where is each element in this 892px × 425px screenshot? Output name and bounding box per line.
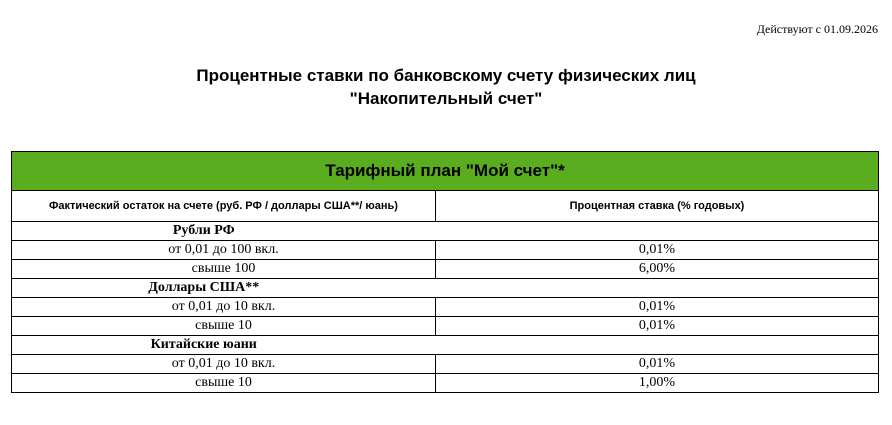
currency-row-cny bbox=[12, 336, 879, 355]
interest-rate: 0,01% bbox=[436, 355, 879, 374]
balance-range: от 0,01 до 100 вкл. bbox=[12, 241, 436, 260]
table-row bbox=[12, 317, 879, 336]
balance-range: свыше 100 bbox=[12, 260, 436, 279]
balance-range: свыше 10 bbox=[12, 317, 436, 336]
interest-rate: 0,01% bbox=[436, 317, 879, 336]
interest-rate: 0,01% bbox=[436, 298, 879, 317]
table-row bbox=[12, 260, 879, 279]
effective-date: Действуют с 01.09.2026 bbox=[756, 22, 878, 36]
page-title bbox=[0, 64, 892, 110]
column-header-row bbox=[12, 191, 879, 222]
currency-row-usd bbox=[12, 279, 879, 298]
table-row bbox=[12, 241, 879, 260]
currency-row-rub bbox=[12, 222, 879, 241]
balance-column-header: Фактический остаток на счете (руб. РФ / доллары США**/ юань) bbox=[12, 191, 436, 222]
rates-table bbox=[11, 151, 879, 393]
table-row bbox=[12, 355, 879, 374]
title-line-2: "Накопительный счет" bbox=[349, 89, 543, 108]
table-row bbox=[12, 374, 879, 393]
balance-range: от 0,01 до 10 вкл. bbox=[12, 355, 436, 374]
currency-name: Доллары США** bbox=[12, 279, 436, 298]
rate-column-header: Процентная ставка (% годовых) bbox=[436, 191, 879, 222]
interest-rate: 1,00% bbox=[436, 374, 879, 393]
interest-rate: 6,00% bbox=[436, 260, 879, 279]
balance-range: свыше 10 bbox=[12, 374, 436, 393]
title-line-1: Процентные ставки по банковскому счету физических лиц bbox=[196, 66, 696, 85]
balance-range: от 0,01 до 10 вкл. bbox=[12, 298, 436, 317]
interest-rate: 0,01% bbox=[436, 241, 879, 260]
plan-header-row bbox=[12, 152, 879, 191]
plan-name: Тарифный план "Мой счет"* bbox=[12, 152, 879, 191]
table-row bbox=[12, 298, 879, 317]
currency-name: Рубли РФ bbox=[12, 222, 436, 241]
currency-name: Китайские юани bbox=[12, 336, 436, 355]
